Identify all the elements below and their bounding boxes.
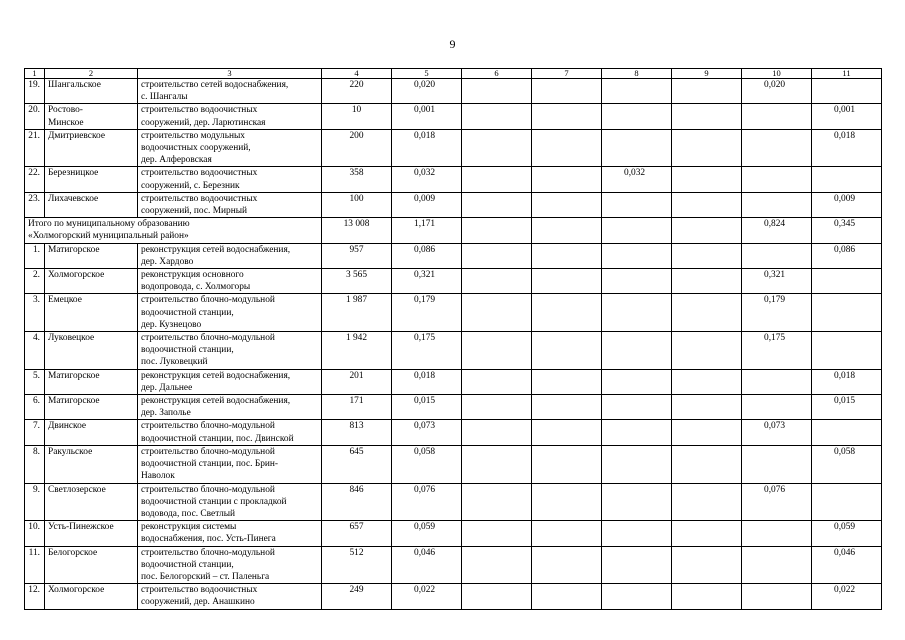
row-number: 5.: [25, 369, 45, 394]
value-col-5: 0,001: [392, 104, 462, 129]
value-col-4: 200: [322, 129, 392, 167]
row-number: 22.: [25, 167, 45, 192]
row-number: 3.: [25, 294, 45, 332]
project-description: реконструкция сетей водоснабжения, дер. Хардово: [138, 243, 322, 268]
column-number-header: [25, 69, 882, 79]
value-col-6: [462, 104, 532, 129]
row-number: 11.: [25, 546, 45, 584]
value-col-9: [672, 192, 742, 217]
value-col-10: [742, 167, 812, 192]
value-col-4: 220: [322, 79, 392, 104]
value-col-4: 249: [322, 584, 392, 609]
project-description: строительство водоочистных сооружений, с. Березник: [138, 167, 322, 192]
municipality-name: Ростово- Минское: [45, 104, 138, 129]
municipality-name: Ракульское: [45, 445, 138, 483]
municipality-name: Двинское: [45, 420, 138, 445]
project-description: строительство блочно-модульной водоочистной станции, пос. Двинской: [138, 420, 322, 445]
value-col-7: [532, 521, 602, 546]
value-col-7: [532, 269, 602, 294]
row-number: 8.: [25, 445, 45, 483]
value-col-4: 1 942: [322, 332, 392, 370]
table-row: [25, 445, 882, 483]
project-description: строительство водоочистных сооружений, пос. Мирный: [138, 192, 322, 217]
value-col-4: 657: [322, 521, 392, 546]
value-col-7: [532, 546, 602, 584]
value-col-6: [462, 445, 532, 483]
value-col-7: [532, 129, 602, 167]
value-col-9: [672, 79, 742, 104]
value-col-10: [742, 584, 812, 609]
project-description: строительство блочно-модульной водоочистной станции с прокладкой водовода, пос. Светлый: [138, 483, 322, 521]
value-col-11: [812, 294, 882, 332]
column-header: 8: [602, 69, 672, 79]
value-col-6: [462, 521, 532, 546]
value-col-10: [742, 369, 812, 394]
municipality-name: Матигорское: [45, 369, 138, 394]
value-col-5: 0,018: [392, 369, 462, 394]
value-col-8: [602, 445, 672, 483]
column-header: 7: [532, 69, 602, 79]
value-col-9: [672, 445, 742, 483]
project-description: строительство водоочистных сооружений, дер. Ларютинская: [138, 104, 322, 129]
value-col-6: [462, 546, 532, 584]
value-col-9: [672, 584, 742, 609]
value-col-6: [462, 584, 532, 609]
project-description: реконструкция основного водопровода, с. Холмогоры: [138, 269, 322, 294]
value-col-8: [602, 243, 672, 268]
table-row: [25, 395, 882, 420]
value-col-4: 645: [322, 445, 392, 483]
value-col-10: [742, 192, 812, 217]
column-header: 1: [25, 69, 45, 79]
municipality-name: Матигорское: [45, 243, 138, 268]
value-col-7: [532, 483, 602, 521]
table-row: [25, 546, 882, 584]
value-col-4: 957: [322, 243, 392, 268]
value-col-6: [462, 483, 532, 521]
value-col-4: 100: [322, 192, 392, 217]
value-col-4: 3 565: [322, 269, 392, 294]
municipality-name: Холмогорское: [45, 584, 138, 609]
value-col-5: 0,321: [392, 269, 462, 294]
value-col-9: [672, 332, 742, 370]
municipality-name: Шангальское: [45, 79, 138, 104]
value-col-7: [532, 79, 602, 104]
project-description: реконструкция системы водоснабжения, пос. Усть-Пинега: [138, 521, 322, 546]
value-col-6: [462, 243, 532, 268]
municipality-name: Дмитриевское: [45, 129, 138, 167]
value-col-9: [672, 129, 742, 167]
value-col-5: 0,022: [392, 584, 462, 609]
municipality-name: Емецкое: [45, 294, 138, 332]
value-col-7: [532, 395, 602, 420]
value-col-7: [532, 167, 602, 192]
value-col-6: [462, 129, 532, 167]
value-col-11: 0,001: [812, 104, 882, 129]
value-col-9: [672, 104, 742, 129]
table-row: [25, 79, 882, 104]
value-col-6: [462, 218, 532, 243]
value-col-8: [602, 104, 672, 129]
value-col-7: [532, 243, 602, 268]
project-description: строительство блочно-модульной водоочистной станции, пос. Брин- Наволок: [138, 445, 322, 483]
value-col-4: 358: [322, 167, 392, 192]
total-label: Итого по муниципальному образованию «Холмогорский муниципальный район»: [25, 218, 322, 243]
value-col-10: 0,321: [742, 269, 812, 294]
value-col-11: [812, 167, 882, 192]
table-row: [25, 294, 882, 332]
table-row: [25, 269, 882, 294]
value-col-7: [532, 332, 602, 370]
value-col-7: [532, 584, 602, 609]
value-col-11: 0,018: [812, 129, 882, 167]
value-col-8: [602, 584, 672, 609]
value-col-4: 10: [322, 104, 392, 129]
page-number: 9: [449, 37, 456, 51]
row-number: 10.: [25, 521, 45, 546]
value-col-4: 846: [322, 483, 392, 521]
value-col-6: [462, 192, 532, 217]
value-col-6: [462, 167, 532, 192]
value-col-9: [672, 483, 742, 521]
row-number: 1.: [25, 243, 45, 268]
investment-table: [24, 68, 882, 610]
value-col-11: [812, 420, 882, 445]
value-col-11: 0,018: [812, 369, 882, 394]
municipality-name: Светлозерское: [45, 483, 138, 521]
value-col-6: [462, 269, 532, 294]
value-col-11: [812, 269, 882, 294]
municipality-name: Матигорское: [45, 395, 138, 420]
value-col-10: [742, 395, 812, 420]
row-number: 2.: [25, 269, 45, 294]
value-col-10: 0,175: [742, 332, 812, 370]
row-number: 19.: [25, 79, 45, 104]
value-col-11: [812, 332, 882, 370]
project-description: реконструкция сетей водоснабжения, дер. Дальнее: [138, 369, 322, 394]
column-header: 10: [742, 69, 812, 79]
row-number: 12.: [25, 584, 45, 609]
value-col-7: [532, 369, 602, 394]
value-col-8: [602, 192, 672, 217]
project-description: строительство блочно-модульной водоочистной станции, дер. Кузнецово: [138, 294, 322, 332]
value-col-7: [532, 294, 602, 332]
column-header: 6: [462, 69, 532, 79]
value-col-6: [462, 79, 532, 104]
value-col-11: 0,015: [812, 395, 882, 420]
value-col-7: [532, 420, 602, 445]
value-col-8: [602, 269, 672, 294]
table-row: [25, 521, 882, 546]
row-number: 7.: [25, 420, 45, 445]
value-col-10: 0,179: [742, 294, 812, 332]
project-description: реконструкция сетей водоснабжения, дер. Заполье: [138, 395, 322, 420]
value-col-5: 0,076: [392, 483, 462, 521]
value-col-10: 0,824: [742, 218, 812, 243]
project-description: строительство блочно-модульной водоочистной станции, пос. Луковецкий: [138, 332, 322, 370]
value-col-9: [672, 167, 742, 192]
row-number: 9.: [25, 483, 45, 521]
value-col-8: [602, 218, 672, 243]
column-header: 4: [322, 69, 392, 79]
table-row: [25, 420, 882, 445]
value-col-10: [742, 546, 812, 584]
value-col-7: [532, 218, 602, 243]
value-col-8: 0,032: [602, 167, 672, 192]
row-number: 20.: [25, 104, 45, 129]
table-row: [25, 167, 882, 192]
value-col-5: 1,171: [392, 218, 462, 243]
column-header: 3: [138, 69, 322, 79]
value-col-9: [672, 294, 742, 332]
value-col-4: 512: [322, 546, 392, 584]
table-row: [25, 332, 882, 370]
table-row: [25, 192, 882, 217]
project-description: строительство сетей водоснабжения, с. Шангалы: [138, 79, 322, 104]
municipality-name: Березницкое: [45, 167, 138, 192]
value-col-11: 0,086: [812, 243, 882, 268]
value-col-6: [462, 332, 532, 370]
value-col-10: [742, 129, 812, 167]
value-col-10: [742, 521, 812, 546]
value-col-10: [742, 104, 812, 129]
value-col-6: [462, 369, 532, 394]
value-col-10: 0,076: [742, 483, 812, 521]
value-col-10: 0,073: [742, 420, 812, 445]
value-col-5: 0,020: [392, 79, 462, 104]
column-header: 5: [392, 69, 462, 79]
value-col-8: [602, 369, 672, 394]
municipality-name: Белогорское: [45, 546, 138, 584]
value-col-5: 0,032: [392, 167, 462, 192]
value-col-9: [672, 395, 742, 420]
value-col-6: [462, 420, 532, 445]
municipality-name: Луковецкое: [45, 332, 138, 370]
value-col-11: 0,059: [812, 521, 882, 546]
value-col-9: [672, 243, 742, 268]
table-row: [25, 584, 882, 609]
value-col-7: [532, 445, 602, 483]
value-col-5: 0,179: [392, 294, 462, 332]
value-col-10: 0,020: [742, 79, 812, 104]
column-header: 9: [672, 69, 742, 79]
value-col-5: 0,018: [392, 129, 462, 167]
value-col-11: 0,022: [812, 584, 882, 609]
value-col-11: 0,058: [812, 445, 882, 483]
value-col-11: [812, 79, 882, 104]
value-col-11: 0,345: [812, 218, 882, 243]
value-col-9: [672, 521, 742, 546]
value-col-5: 0,009: [392, 192, 462, 217]
table-row: [25, 129, 882, 167]
value-col-5: 0,046: [392, 546, 462, 584]
value-col-8: [602, 521, 672, 546]
value-col-7: [532, 104, 602, 129]
row-number: 6.: [25, 395, 45, 420]
value-col-8: [602, 483, 672, 521]
value-col-5: 0,015: [392, 395, 462, 420]
table-row: [25, 369, 882, 394]
value-col-8: [602, 129, 672, 167]
value-col-11: 0,009: [812, 192, 882, 217]
value-col-8: [602, 420, 672, 445]
municipality-name: Усть-Пинежское: [45, 521, 138, 546]
value-col-6: [462, 294, 532, 332]
municipality-name: Холмогорское: [45, 269, 138, 294]
project-description: строительство водоочистных сооружений, дер. Анашкино: [138, 584, 322, 609]
value-col-9: [672, 369, 742, 394]
value-col-4: 813: [322, 420, 392, 445]
value-col-4: 1 987: [322, 294, 392, 332]
project-description: строительство блочно-модульной водоочистной станции, пос. Белогорский – ст. Паленьга: [138, 546, 322, 584]
value-col-9: [672, 420, 742, 445]
value-col-4: 171: [322, 395, 392, 420]
value-col-10: [742, 243, 812, 268]
value-col-5: 0,086: [392, 243, 462, 268]
row-number: 23.: [25, 192, 45, 217]
value-col-9: [672, 546, 742, 584]
value-col-4: 201: [322, 369, 392, 394]
value-col-5: 0,059: [392, 521, 462, 546]
value-col-9: [672, 269, 742, 294]
value-col-7: [532, 192, 602, 217]
value-col-5: 0,175: [392, 332, 462, 370]
value-col-8: [602, 332, 672, 370]
table-row: [25, 243, 882, 268]
value-col-8: [602, 546, 672, 584]
value-col-5: 0,073: [392, 420, 462, 445]
row-number: 21.: [25, 129, 45, 167]
column-header: 11: [812, 69, 882, 79]
value-col-8: [602, 79, 672, 104]
value-col-11: [812, 483, 882, 521]
table-row: [25, 483, 882, 521]
value-col-10: [742, 445, 812, 483]
value-col-6: [462, 395, 532, 420]
municipality-name: Лихачевское: [45, 192, 138, 217]
value-col-5: 0,058: [392, 445, 462, 483]
table-row: [25, 104, 882, 129]
value-col-9: [672, 218, 742, 243]
column-header: 2: [45, 69, 138, 79]
total-row: [25, 218, 882, 243]
value-col-8: [602, 395, 672, 420]
row-number: 4.: [25, 332, 45, 370]
value-col-4: 13 008: [322, 218, 392, 243]
value-col-8: [602, 294, 672, 332]
project-description: строительство модульных водоочистных сооружений, дер. Алферовская: [138, 129, 322, 167]
value-col-11: 0,046: [812, 546, 882, 584]
